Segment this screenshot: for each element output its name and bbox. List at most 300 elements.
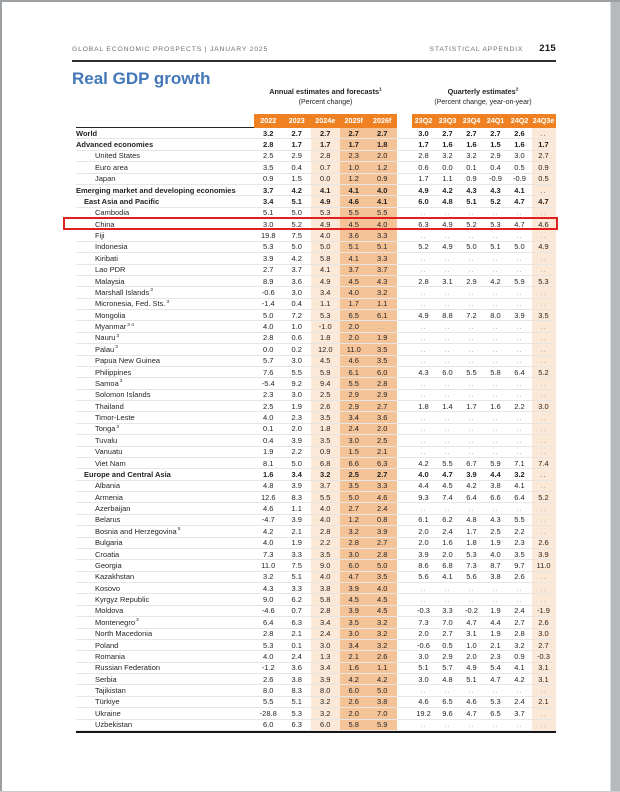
value-cell: 3.9 <box>368 526 397 536</box>
value-cell: 0.0 <box>263 344 274 354</box>
value-cell: 3.1 <box>532 674 556 684</box>
value-cell: 2.3 <box>514 538 525 548</box>
value-cell: .. <box>420 265 427 275</box>
value-cell: 1.6 <box>340 663 369 673</box>
value-cell: 3.3 <box>368 253 397 263</box>
value-cell: 5.5 <box>263 697 274 707</box>
value-cell: 4.2 <box>514 674 525 684</box>
value-cell: 4.0 <box>418 469 429 479</box>
value-cell: .. <box>532 435 556 445</box>
table-row <box>76 435 556 446</box>
table-row <box>76 242 556 253</box>
column-gap <box>397 412 412 422</box>
value-cell: 3.5 <box>263 162 274 172</box>
value-cell: 5.5 <box>514 515 525 525</box>
value-cell: 6.5 <box>340 310 369 320</box>
column-gap <box>397 310 412 320</box>
value-cell: 3.3 <box>368 481 397 491</box>
value-cell: 2.1 <box>490 640 501 650</box>
value-cell: 1.1 <box>311 299 340 309</box>
value-cell: 4.0 <box>311 230 340 240</box>
value-cell: 2.2 <box>514 526 525 536</box>
value-cell: 3.8 <box>490 572 501 582</box>
value-cell: 2.9 <box>442 651 453 661</box>
row-label: Marshall Islands$^3$ <box>95 287 153 297</box>
column-gap <box>397 196 412 206</box>
value-cell: 4.9 <box>311 276 340 286</box>
column-gap <box>397 114 412 129</box>
value-cell: .. <box>492 390 499 400</box>
value-cell: 5.7 <box>263 356 274 366</box>
value-cell: 4.2 <box>291 185 302 195</box>
table-row <box>76 356 556 367</box>
value-cell: 2.5 <box>263 401 274 411</box>
value-cell: 4.0 <box>368 219 397 229</box>
row-label: Armenia <box>95 492 123 502</box>
row-label: Russian Federation <box>95 663 161 673</box>
value-cell: .. <box>516 583 523 593</box>
value-cell: 2.9 <box>340 390 369 400</box>
value-cell: 5.3 <box>263 640 274 650</box>
footnote-marker: 3 <box>116 333 120 339</box>
value-cell: 6.6 <box>490 492 501 502</box>
row-label: China <box>95 219 115 229</box>
value-cell: .. <box>532 720 556 730</box>
value-cell: .. <box>420 413 427 423</box>
value-cell: 3.8 <box>311 583 340 593</box>
value-cell: .. <box>444 447 451 457</box>
value-cell: 4.0 <box>263 538 274 548</box>
value-cell: 5.0 <box>291 208 302 218</box>
value-cell: 5.1 <box>340 242 369 252</box>
value-cell: 6.6 <box>340 458 369 468</box>
value-cell: .. <box>444 208 451 218</box>
table-row <box>76 583 556 594</box>
value-cell: 2.9 <box>490 151 501 161</box>
value-cell: 0.9 <box>532 162 556 172</box>
value-cell: 2.0 <box>418 526 429 536</box>
value-cell: 3.7 <box>311 481 340 491</box>
value-cell: 5.3 <box>311 310 340 320</box>
value-cell: 3.2 <box>466 151 477 161</box>
row-label: Poland <box>95 640 119 650</box>
value-cell: 2.8 <box>368 549 397 559</box>
value-cell: .. <box>532 265 556 275</box>
value-cell: 1.2 <box>340 174 369 184</box>
value-cell: .. <box>444 344 451 354</box>
value-cell: .. <box>492 231 499 241</box>
row-label: Thailand <box>95 401 124 411</box>
value-cell: 3.5 <box>368 572 397 582</box>
section-title: STATISTICAL APPENDIX <box>429 46 524 53</box>
value-cell: 4.8 <box>442 674 453 684</box>
row-label: Albania <box>95 481 121 491</box>
table-row <box>76 253 556 264</box>
footnote-marker: 5 <box>177 527 181 533</box>
row-label: Tajikistan <box>95 686 126 696</box>
value-cell: 5.2 <box>418 242 429 252</box>
value-cell: 0.0 <box>311 174 340 184</box>
table-row-highlighted <box>76 219 556 230</box>
table-row <box>76 617 556 628</box>
column-gap <box>397 549 412 559</box>
row-label: Solomon Islands <box>95 390 151 400</box>
value-cell: 2.7 <box>368 538 397 548</box>
value-cell: 1.1 <box>368 663 397 673</box>
value-cell: 19.2 <box>416 708 431 718</box>
row-label: Timor-Leste <box>95 413 135 423</box>
value-cell: 4.5 <box>442 481 453 491</box>
row-label: Japan <box>95 174 116 184</box>
table-row <box>76 651 556 662</box>
value-cell: 1.9 <box>490 606 501 616</box>
value-cell: .. <box>420 686 427 696</box>
column-gap <box>397 185 412 195</box>
value-cell: 2.4 <box>368 503 397 513</box>
value-cell: 9.6 <box>442 708 453 718</box>
value-cell: 6.3 <box>418 219 429 229</box>
value-cell: 3.8 <box>368 697 397 707</box>
value-cell: 4.7 <box>532 196 556 206</box>
value-cell: .. <box>516 299 523 309</box>
value-cell: 1.0 <box>291 322 302 332</box>
value-cell: 9.0 <box>263 595 274 605</box>
value-cell: -0.2 <box>465 606 478 616</box>
value-cell: .. <box>492 378 499 388</box>
value-cell: .. <box>492 322 499 332</box>
value-cell: 3.9 <box>291 435 302 445</box>
value-cell: 6.7 <box>466 458 477 468</box>
value-cell: 2.7 <box>368 469 397 479</box>
row-label: Türkiye <box>95 697 120 707</box>
value-cell: 2.7 <box>263 265 274 275</box>
value-cell: .. <box>516 413 523 423</box>
value-cell: 4.0 <box>490 549 501 559</box>
value-cell: .. <box>532 708 556 718</box>
value-cell: 5.8 <box>311 594 340 604</box>
value-cell: 5.9 <box>514 276 525 286</box>
column-gap <box>397 720 412 730</box>
value-cell: 3.2 <box>263 572 274 582</box>
value-cell: 5.2 <box>532 367 556 377</box>
value-cell: -4.6 <box>261 606 275 616</box>
value-cell: 2.7 <box>368 128 397 138</box>
footnote-marker: 2 <box>515 87 519 93</box>
value-cell: .. <box>532 128 556 138</box>
value-cell: 0.8 <box>368 515 397 525</box>
value-cell: 5.0 <box>263 310 274 320</box>
value-cell: 2.0 <box>368 151 397 161</box>
value-cell: 4.1 <box>340 253 369 263</box>
value-cell: 2.1 <box>368 447 397 457</box>
value-cell: -4.7 <box>261 515 275 525</box>
value-cell: .. <box>516 287 523 297</box>
value-cell: 5.8 <box>311 253 340 263</box>
row-label: Tonga$^3$ <box>95 424 120 434</box>
value-cell: .. <box>444 583 451 593</box>
value-cell: 3.7 <box>514 708 525 718</box>
value-cell: .. <box>420 583 427 593</box>
value-cell: 7.2 <box>466 310 477 320</box>
value-cell: 5.1 <box>368 242 397 252</box>
value-cell: 4.2 <box>340 674 369 684</box>
value-cell: 4.9 <box>532 242 556 252</box>
value-cell: .. <box>532 515 556 525</box>
value-cell: .. <box>444 322 451 332</box>
value-cell: 1.9 <box>368 333 397 343</box>
value-cell: .. <box>532 287 556 297</box>
value-cell: 5.5 <box>311 492 340 502</box>
value-cell: 5.5 <box>368 208 397 218</box>
value-cell: 2.0 <box>291 424 302 434</box>
value-cell: 2.7 <box>514 617 525 627</box>
value-cell: .. <box>468 322 475 332</box>
row-label: Indonesia <box>95 242 128 252</box>
value-cell: .. <box>468 583 475 593</box>
value-cell: .. <box>516 504 523 514</box>
value-cell: 4.1 <box>340 185 369 195</box>
value-cell: .. <box>468 299 475 309</box>
value-cell: .. <box>516 322 523 332</box>
value-cell: 1.3 <box>311 651 340 661</box>
value-cell: .. <box>444 253 451 263</box>
column-gap <box>397 697 412 707</box>
table-row <box>76 458 556 469</box>
table-row <box>76 276 556 287</box>
value-cell: 5.0 <box>340 492 369 502</box>
value-cell: 5.0 <box>368 685 397 695</box>
page-left-edge <box>0 0 2 792</box>
value-cell: .. <box>516 208 523 218</box>
value-cell: 0.6 <box>291 333 302 343</box>
annual-columns-header <box>254 114 397 129</box>
column-gap <box>397 333 412 343</box>
value-cell: 2.6 <box>311 401 340 411</box>
value-cell: 4.3 <box>418 367 429 377</box>
row-label: United States <box>95 151 141 161</box>
value-cell: 7.0 <box>368 708 397 718</box>
value-cell: .. <box>444 413 451 423</box>
value-cell: 3.2 <box>368 617 397 627</box>
table-row <box>76 572 556 583</box>
value-cell: .. <box>468 378 475 388</box>
value-cell: 3.9 <box>340 606 369 616</box>
row-label: Palau$^3$ <box>95 344 118 354</box>
value-cell: 3.5 <box>311 549 340 559</box>
value-cell: 5.0 <box>368 560 397 570</box>
value-cell: .. <box>516 595 523 605</box>
value-cell: 8.6 <box>418 560 429 570</box>
value-cell: 0.9 <box>311 447 340 457</box>
value-cell: .. <box>492 435 499 445</box>
value-cell: 7.5 <box>291 560 302 570</box>
value-cell: 0.9 <box>514 651 525 661</box>
value-cell: .. <box>516 253 523 263</box>
value-cell: 2.5 <box>490 526 501 536</box>
value-cell: 5.4 <box>490 663 501 673</box>
value-cell: .. <box>532 333 556 343</box>
column-gap <box>397 139 412 149</box>
table-row <box>76 629 556 640</box>
value-cell: 1.7 <box>311 139 340 149</box>
value-cell: 6.4 <box>514 492 525 502</box>
value-cell: 1.7 <box>340 299 369 309</box>
table-row <box>76 151 556 162</box>
column-gap <box>397 208 412 218</box>
row-label: Viet Nam <box>95 458 126 468</box>
row-label: Mongolia <box>95 310 126 320</box>
table-row <box>76 367 556 378</box>
table-row <box>76 321 556 332</box>
value-cell: .. <box>532 356 556 366</box>
column-gap <box>397 640 412 650</box>
value-cell: 2.7 <box>466 128 477 138</box>
value-cell: .. <box>532 583 556 593</box>
value-cell: .. <box>532 424 556 434</box>
value-cell: 5.5 <box>340 208 369 218</box>
value-cell: .. <box>516 356 523 366</box>
column-header: 2024e <box>315 115 336 125</box>
value-cell: .. <box>492 299 499 309</box>
value-cell: 2.2 <box>311 538 340 548</box>
publication-title: GLOBAL ECONOMIC PROSPECTS | JANUARY 2025 <box>72 46 269 53</box>
table-row <box>76 503 556 514</box>
value-cell: 4.1 <box>514 481 525 491</box>
value-cell: 9.2 <box>291 378 302 388</box>
value-cell: 6.0 <box>340 685 369 695</box>
value-cell: 2.8 <box>340 538 369 548</box>
value-cell: 2.7 <box>532 151 556 161</box>
row-label: Malaysia <box>95 276 125 286</box>
value-cell: 4.0 <box>263 651 274 661</box>
column-header: 24Q3e <box>532 115 555 125</box>
value-cell: .. <box>444 504 451 514</box>
value-cell: 8.0 <box>311 685 340 695</box>
table-row <box>76 208 556 219</box>
value-cell: 3.0 <box>291 390 302 400</box>
value-cell: .. <box>532 208 556 218</box>
value-cell: .. <box>492 504 499 514</box>
value-cell: 0.7 <box>291 606 302 616</box>
value-cell: 6.3 <box>291 720 302 730</box>
value-cell: 1.6 <box>514 140 525 150</box>
value-cell: 5.9 <box>311 367 340 377</box>
column-gap <box>397 344 412 354</box>
value-cell: 5.8 <box>340 720 369 730</box>
value-cell: 6.5 <box>490 708 501 718</box>
value-cell: 2.0 <box>340 321 369 331</box>
value-cell: .. <box>468 720 475 730</box>
column-header: 2026f <box>373 115 392 125</box>
value-cell: 4.1 <box>368 196 397 206</box>
value-cell: 3.5 <box>532 310 556 320</box>
value-cell: 2.8 <box>311 606 340 616</box>
value-cell: .. <box>444 595 451 605</box>
value-cell: 0.1 <box>263 424 274 434</box>
value-cell: 2.5 <box>263 151 274 161</box>
value-cell: 5.5 <box>291 367 302 377</box>
value-cell: 3.2 <box>311 469 340 479</box>
table-row <box>76 538 556 549</box>
value-cell: 5.1 <box>490 242 501 252</box>
column-gap <box>397 230 412 240</box>
value-cell: 3.5 <box>340 481 369 491</box>
value-cell: 3.9 <box>466 469 477 479</box>
value-cell: 0.9 <box>466 174 477 184</box>
value-cell: 3.7 <box>291 265 302 275</box>
value-cell: 6.2 <box>442 515 453 525</box>
value-cell: 2.6 <box>532 538 556 548</box>
value-cell: 9.7 <box>514 560 525 570</box>
value-cell: .. <box>492 333 499 343</box>
value-cell: .. <box>516 686 523 696</box>
value-cell: 4.9 <box>311 196 340 206</box>
table-row <box>76 162 556 173</box>
value-cell: 2.1 <box>340 651 369 661</box>
value-cell: 0.2 <box>291 344 302 354</box>
value-cell: 6.8 <box>442 560 453 570</box>
value-cell: 4.1 <box>311 185 340 195</box>
value-cell: 0.4 <box>263 435 274 445</box>
table-row <box>76 287 556 298</box>
value-cell: .. <box>532 299 556 309</box>
column-gap <box>397 321 412 331</box>
annual-group-subtitle: (Percent change) <box>298 98 353 106</box>
value-cell: 3.5 <box>311 435 340 445</box>
value-cell: 5.1 <box>466 196 477 206</box>
value-cell: 1.8 <box>311 333 340 343</box>
value-cell: 8.3 <box>291 686 302 696</box>
footnote-marker: 3 <box>166 299 170 305</box>
value-cell: 5.1 <box>466 674 477 684</box>
value-cell: 4.6 <box>532 219 556 229</box>
value-cell: 3.5 <box>368 356 397 366</box>
value-cell: 8.8 <box>442 310 453 320</box>
value-cell: .. <box>468 435 475 445</box>
value-cell: 3.0 <box>311 640 340 650</box>
value-cell: 6.4 <box>514 367 525 377</box>
value-cell: 5.3 <box>490 697 501 707</box>
column-gap <box>397 583 412 593</box>
value-cell: 2.7 <box>340 503 369 513</box>
value-cell: 4.9 <box>418 310 429 320</box>
value-cell: 4.2 <box>418 458 429 468</box>
value-cell: 4.7 <box>490 674 501 684</box>
value-cell: .. <box>532 503 556 513</box>
value-cell: 4.2 <box>466 481 477 491</box>
column-gap <box>397 458 412 468</box>
table-row <box>76 390 556 401</box>
value-cell: .. <box>516 265 523 275</box>
table-row <box>76 606 556 617</box>
value-cell: 3.5 <box>514 549 525 559</box>
value-cell: 2.7 <box>532 640 556 650</box>
value-cell: 3.9 <box>291 515 302 525</box>
column-gap <box>397 481 412 491</box>
value-cell: 6.5 <box>442 697 453 707</box>
value-cell: 2.7 <box>311 128 340 138</box>
value-cell: 2.6 <box>514 128 525 138</box>
value-cell: .. <box>420 208 427 218</box>
value-cell: 3.1 <box>532 663 556 673</box>
table-row <box>76 640 556 651</box>
value-cell: .. <box>492 287 499 297</box>
table-row <box>76 720 556 731</box>
row-label: Croatia <box>95 549 120 559</box>
value-cell: 4.7 <box>514 219 525 229</box>
value-cell: .. <box>368 321 397 331</box>
value-cell: 3.4 <box>291 469 302 479</box>
